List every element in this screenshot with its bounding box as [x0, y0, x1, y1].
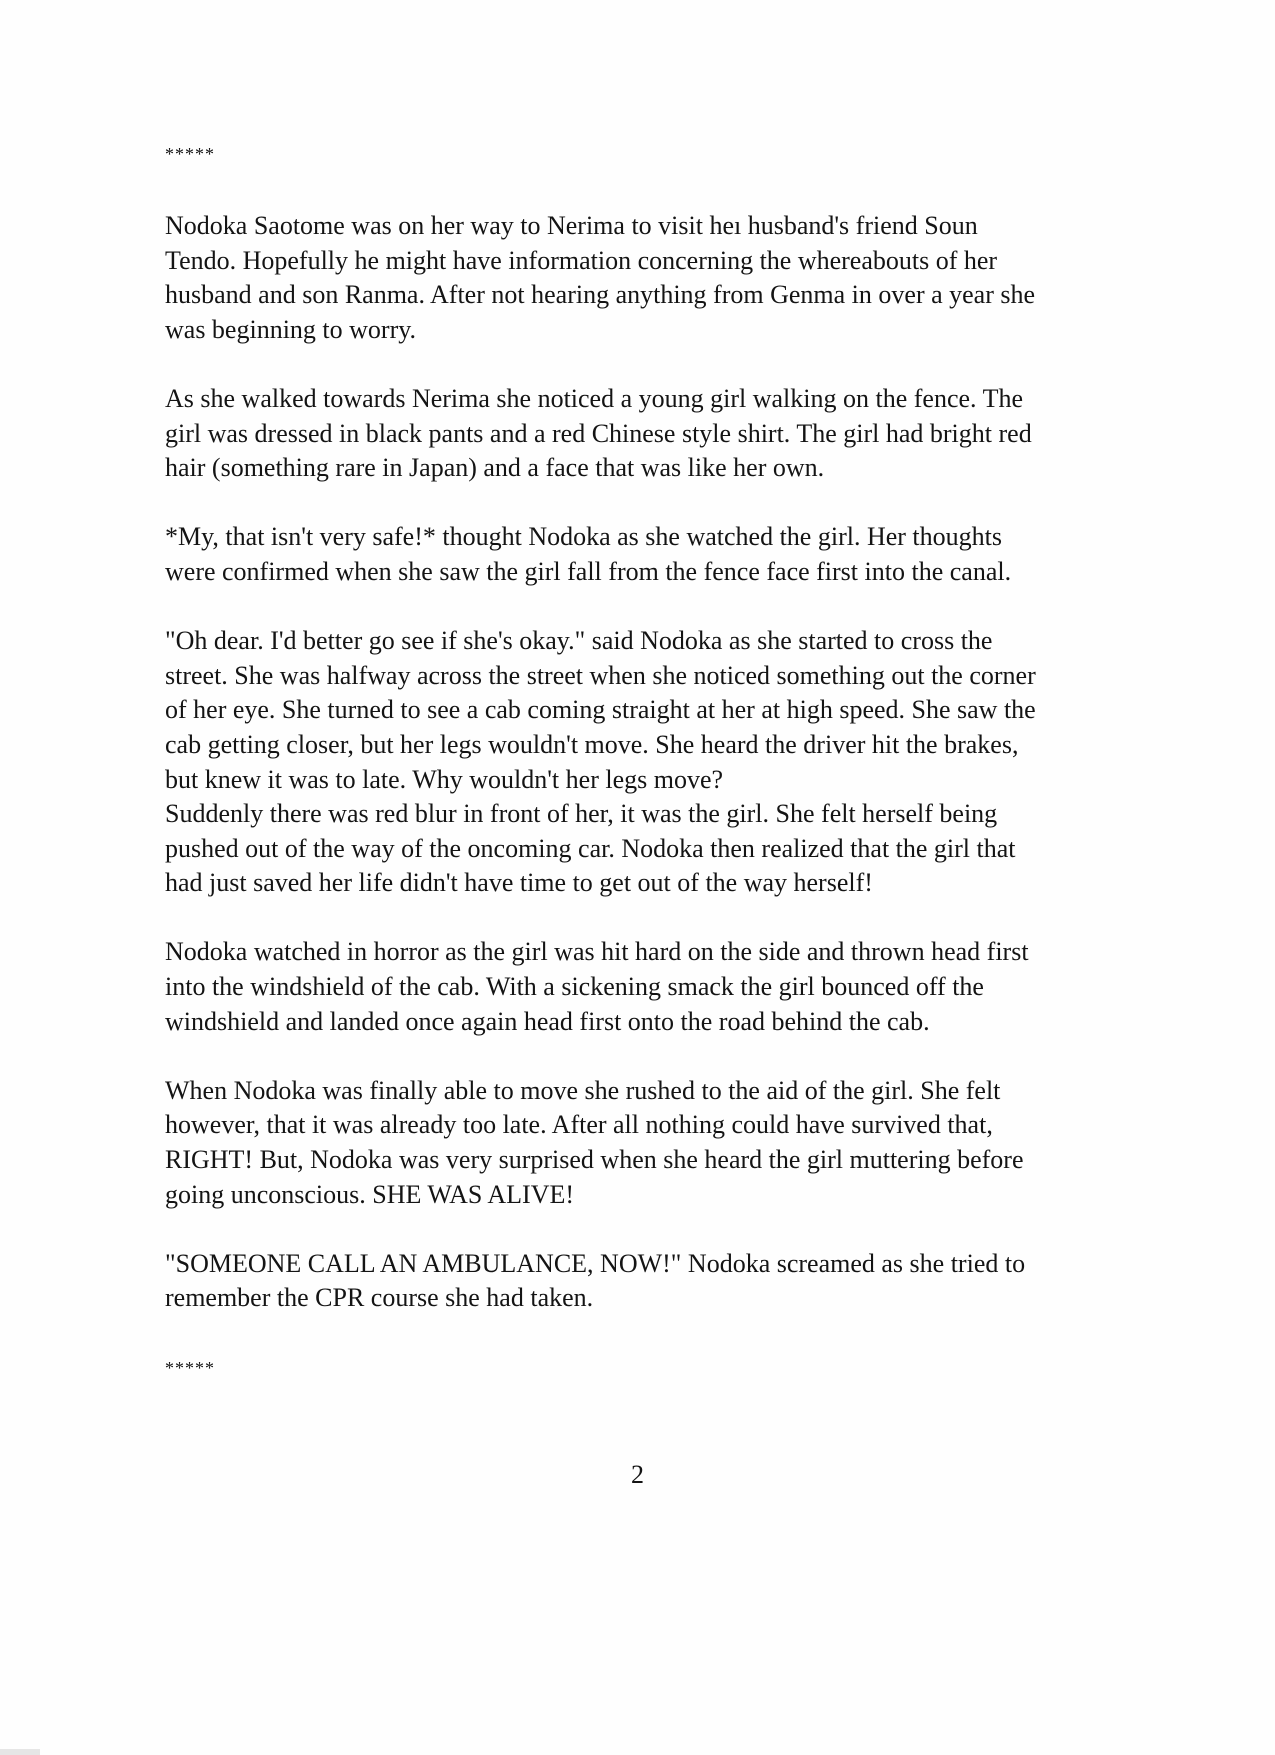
text-line: girl was dressed in black pants and a red Chinese style shirt. The girl had bright red	[165, 418, 1032, 448]
text-line: Suddenly there was red blur in front of her, it was the girl. She felt herself being	[165, 799, 998, 829]
text-line: As she walked towards Nerima she noticed a young girl walking on the fence. The	[165, 383, 1023, 413]
text-line: husband and son Ranma. After not hearing anything from Genma in over a year she	[165, 280, 1036, 310]
text-line: but knew it was to late. Why wouldn't her legs move?	[165, 764, 724, 794]
paragraph-7	[165, 1074, 1125, 1212]
text-line: into the windshield of the cab. With a sickening smack the girl bounced off the	[165, 972, 984, 1002]
paragraph-5	[165, 797, 1125, 901]
text-line: windshield and landed once again head first onto the road behind the cab.	[165, 1006, 930, 1036]
text-line: were confirmed when she saw the girl fall from the fence face first into the canal.	[165, 556, 1012, 586]
scene-separator-top: *****	[165, 144, 215, 164]
text-line: however, that it was already too late. After all nothing could have survived that,	[165, 1110, 993, 1140]
text-line: street. She was halfway across the street when she noticed something out the corner	[165, 660, 1036, 690]
text-line: When Nodoka was finally able to move she rushed to the aid of the girl. She felt	[165, 1075, 1001, 1105]
text-line: pushed out of the way of the oncoming car. Nodoka then realized that the girl that	[165, 833, 1016, 863]
paragraph-2	[165, 382, 1125, 486]
paragraph-3	[165, 520, 1125, 589]
text-line: remember the CPR course she had taken.	[165, 1283, 594, 1313]
scan-artifact	[0, 1749, 40, 1755]
text-line: *My, that isn't very safe!* thought Nodoka as she watched the girl. Her thoughts	[165, 522, 1002, 552]
page-number: 2	[631, 1460, 644, 1489]
text-line: going unconscious. SHE WAS ALIVE!	[165, 1179, 575, 1209]
text-line: had just saved her life didn't have time to get out of the way herself!	[165, 868, 873, 898]
story-body	[165, 209, 1125, 1351]
text-line: Tendo. Hopefully he might have information concerning the whereabouts of her	[165, 245, 998, 275]
text-line: cab getting closer, but her legs wouldn't move. She heard the driver hit the brakes,	[165, 729, 1019, 759]
text-line: Nodoka watched in horror as the girl was hit hard on the side and thrown head first	[165, 937, 1029, 967]
paragraph-8	[165, 1247, 1125, 1316]
scene-separator-bottom: *****	[165, 1358, 215, 1378]
paragraph-1	[165, 209, 1125, 347]
text-line: hair (something rare in Japan) and a face that was like her own.	[165, 453, 825, 483]
text-line: was beginning to worry.	[165, 314, 417, 344]
text-line: "SOMEONE CALL AN AMBULANCE, NOW!" Nodoka screamed as she tried to	[165, 1248, 1026, 1278]
text-line: "Oh dear. I'd better go see if she's okay." said Nodoka as she started to cross the	[165, 626, 993, 656]
text-line: RIGHT! But, Nodoka was very surprised when she heard the girl muttering before	[165, 1145, 1024, 1175]
paragraph-4	[165, 624, 1125, 797]
paragraph-6	[165, 935, 1125, 1039]
text-line: Nodoka Saotome was on her way to Nerima to visit heı husband's friend Soun	[165, 211, 978, 240]
text-line: of her eye. She turned to see a cab coming straight at her at high speed. She saw the	[165, 695, 1036, 725]
